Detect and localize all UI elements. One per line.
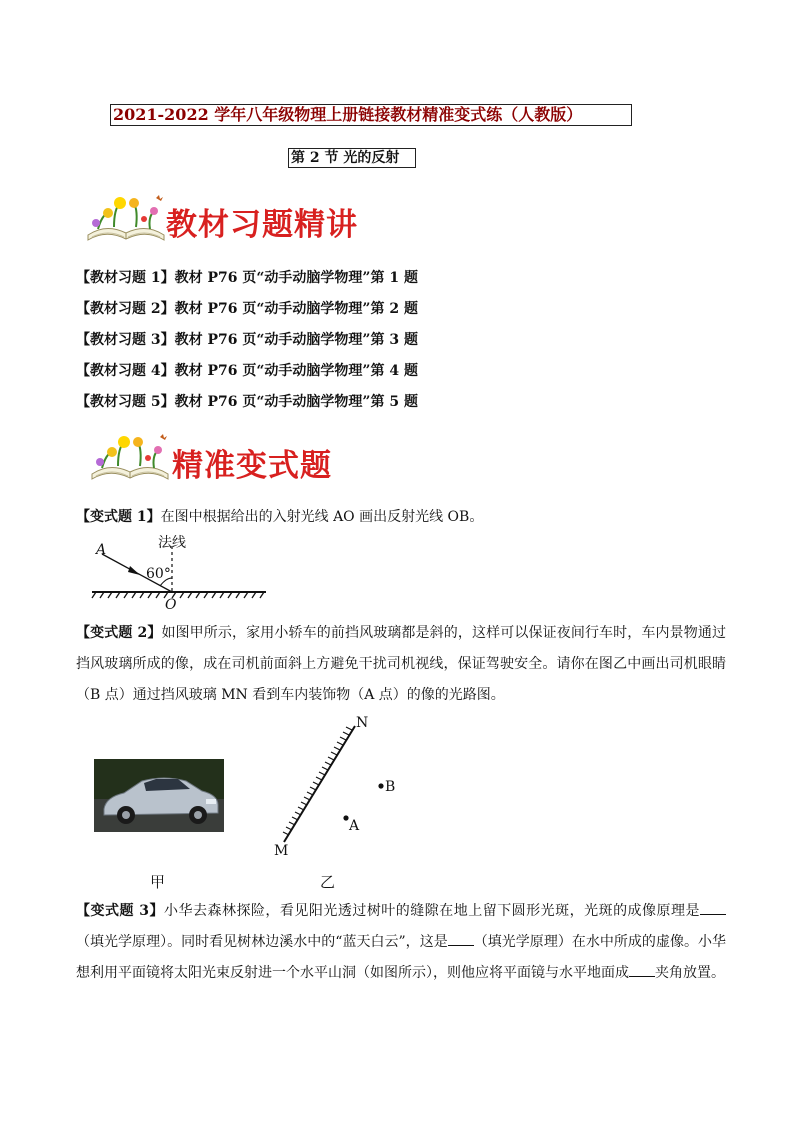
exercise-label: 【教材习题 1】 (76, 270, 175, 286)
caption-yi: 乙 (320, 873, 336, 891)
normal-label: 法线 (158, 535, 186, 551)
variant-label: 【变式题 1】 (76, 509, 161, 525)
point-b-label: B (385, 779, 396, 795)
variant-text: 如图甲所示，家用小轿车的前挡风玻璃都是斜的，这样可以保证夜间行车时，车内景物通过挡风玻璃所成的像，成在司机前面斜上方避免干扰司机视线，保证驾驶安全。请你在图乙中画出司机眼睛（B 点）通过挡风玻璃 MN 看到车内装饰物（A 点）的像的光路图。 (76, 625, 726, 703)
list-item (76, 392, 418, 412)
banner-title-textbook: 教材习题精讲 (166, 207, 358, 243)
variant-3-question (76, 896, 726, 989)
car-image (94, 759, 224, 832)
angle-label: 60° (146, 566, 171, 582)
banner-variants (88, 432, 388, 484)
open-book-flowers-icon (84, 193, 169, 245)
variant-text-2: （填光学原理）。同时看见树林边溪水中的“蓝天白云”，这是 (76, 934, 448, 950)
document-title: 2021-2022 学年八年级物理上册链接教材精准变式练（人教版） (110, 104, 632, 126)
answer-blank-1[interactable] (700, 900, 726, 915)
exercise-text: 教材 P76 页“动手动脑学物理”第 4 题 (174, 363, 418, 379)
exercise-text: 教材 P76 页“动手动脑学物理”第 5 题 (174, 394, 418, 410)
point-n-label: N (356, 715, 369, 731)
list-item (76, 299, 418, 319)
exercise-text: 教材 P76 页“动手动脑学物理”第 1 题 (174, 270, 418, 286)
banner-title-variants: 精准变式题 (172, 448, 332, 484)
exercise-text: 教材 P76 页“动手动脑学物理”第 2 题 (174, 301, 418, 317)
exercise-label: 【教材习题 5】 (76, 394, 175, 410)
variant-text-4: 夹角放置。 (655, 965, 725, 981)
variant-label: 【变式题 3】 (76, 903, 165, 919)
exercise-label: 【教材习题 3】 (76, 332, 175, 348)
answer-blank-2[interactable] (448, 931, 474, 946)
open-book-flowers-icon (88, 432, 173, 484)
variant-1-question (76, 507, 483, 527)
exercise-text: 教材 P76 页“动手动脑学物理”第 3 题 (174, 332, 418, 348)
point-o-label: O (165, 597, 177, 613)
variant-text-3: （填光学原理）在水中所成的虚像。小华想利用平面镜将太阳光束反射进一个水平山洞（如图所示），则他应将平面镜与水平地面成 (76, 934, 726, 981)
variant-text-1: 小华去森林探险，看见阳光透过树叶的缝隙在地上留下圆形光斑，光斑的成像原理是 (164, 903, 700, 919)
section-title: 第 2 节 光的反射 (288, 148, 416, 168)
banner-textbook (84, 193, 384, 245)
car-photo (94, 759, 224, 832)
variant-2-question (76, 618, 726, 711)
point-m-label: M (274, 843, 289, 859)
exercise-label: 【教材习题 4】 (76, 363, 175, 379)
list-item (76, 330, 418, 350)
exercise-label: 【教材习题 2】 (76, 301, 175, 317)
list-item (76, 268, 418, 288)
variant-label: 【变式题 2】 (76, 625, 162, 641)
point-a-label: A (96, 542, 107, 558)
caption-jia: 甲 (150, 873, 166, 891)
answer-blank-3[interactable] (629, 962, 655, 977)
list-item (76, 361, 418, 381)
variant-text: 在图中根据给出的入射光线 AO 画出反射光线 OB。 (160, 509, 484, 525)
point-a-label: A (349, 818, 360, 834)
